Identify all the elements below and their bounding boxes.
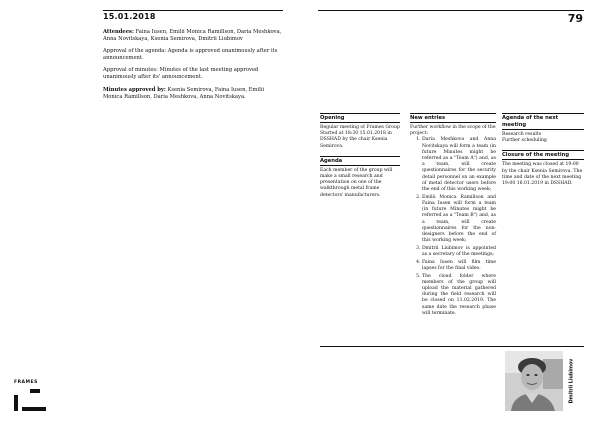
opening-section	[320, 113, 400, 150]
photo-caption-text: Dmitrii Liubimov	[569, 358, 575, 404]
list-item: 1. Daria Meshkova and Anna Novitskaya will form a team (in future Minutes might be referred as a "Team A") and, as a team, will create questionnaires for the security detail personnel on an example of metal detector users before the end of this working week;	[422, 137, 496, 193]
agenda-title: Agenda	[320, 157, 343, 164]
column-new-entries	[410, 113, 496, 319]
next-meeting-title: Agenda of the next meeting	[502, 115, 559, 128]
closure-section	[502, 150, 584, 187]
photo-caption	[567, 351, 577, 411]
next-meeting-header	[502, 113, 584, 130]
minutes-approved-paragraph	[103, 87, 283, 101]
approval-agenda: Approval of the agenda: Agenda is approved unanimously after its announcement.	[103, 48, 278, 62]
new-entries-intro: Further workflow in the scope of the project:	[410, 125, 496, 137]
meeting-summary	[103, 29, 283, 106]
page-number: 79	[567, 12, 583, 25]
minutes-approvers: Ksenia Semirova, Faina Iusen, Emilii Monica Ramillson, Daria Meshkova, Anna Novitskaya.	[103, 86, 265, 100]
photo-rule	[320, 346, 584, 347]
opening-text: Regular meeting of Frames Group Started at 18:30 15.01.2018 in DSSHAD by the chair Ksenia Semirova.	[320, 125, 400, 149]
next-meeting-item: Further scheduling	[502, 138, 547, 144]
new-entries-list	[410, 137, 496, 317]
logo-bar-top	[30, 389, 40, 393]
list-item: 5. The cloud folder where members of the group will upload the material gathered during the field research will be closed on 11.02.2019. The same date the research phase will terminate.	[422, 274, 496, 317]
logo-bar-left	[14, 395, 18, 411]
logo-bar-bottom	[22, 407, 46, 411]
frames-logo	[14, 389, 46, 411]
portrait-photo	[505, 351, 563, 411]
next-meeting-section	[502, 113, 584, 144]
new-entries-title: New entries	[410, 115, 446, 121]
next-meeting-item: Research results	[502, 132, 542, 137]
closure-text: The meeting was closed at 19:00 by the chair Ksenia Semirova. The time and date of the next meeting 19:00 16.01.2019 in DSSHAD.	[502, 162, 583, 187]
agenda-header	[320, 156, 400, 166]
new-entries-header	[410, 113, 496, 123]
agenda-text: Each member of the group will make a small research and presentation on one of the walkthrough metal frame detectors' manufacturers.	[320, 167, 393, 198]
attendees-label: Attendees:	[103, 29, 134, 35]
list-item: 2. Emilii Monica Ramillson and Faina Iusen will form a team (in future Minutes might be referred as a "Team B") and, as a team, will create questionnaires for the non-designers before the end of this working week;	[422, 195, 496, 245]
agenda-section	[320, 156, 400, 199]
meeting-date: 15.01.2018	[103, 12, 156, 21]
closure-header	[502, 150, 584, 160]
minutes-label: Minutes approved by:	[103, 86, 166, 93]
left-top-rule	[103, 10, 283, 11]
right-top-rule	[318, 10, 584, 11]
opening-header	[320, 113, 400, 123]
attendees-list: Faina Iusen, Emilii Monica Ramillson, Daria Meshkova, Anna Novitskaya, Ksenia Semirova, Dmitrii Liubimov	[103, 29, 282, 43]
attendees-paragraph	[103, 29, 283, 43]
closure-title: Closure of the meeting	[502, 152, 570, 159]
opening-title: Opening	[320, 115, 345, 121]
brand-label: FRAMES	[14, 380, 38, 385]
column-next-meeting	[502, 113, 584, 193]
list-item: 4. Faina Iusen will film time lapses for the final video.	[422, 260, 496, 272]
list-item: 3. Dmitrii Liubimov is appointed as a secretary of the meetings;	[422, 246, 496, 258]
approval-minutes: Approval of minutes: Minutes of the last meeting approved unanimously after its' announcement.	[103, 67, 259, 81]
column-opening	[320, 113, 400, 205]
